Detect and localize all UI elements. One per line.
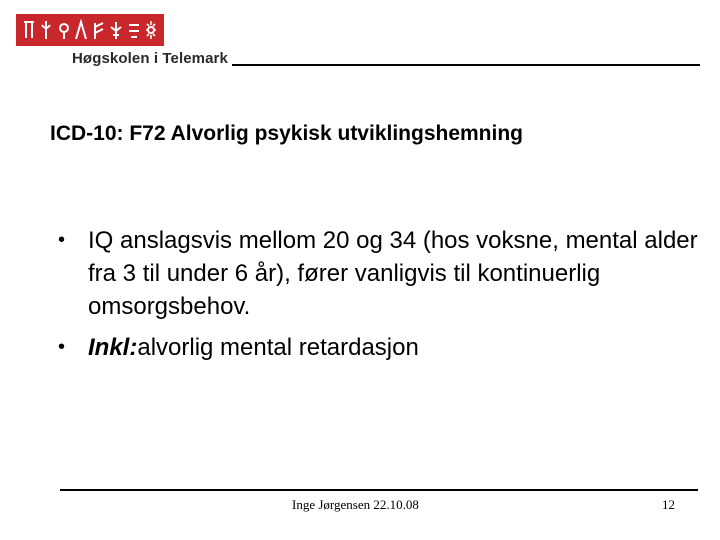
- runic-glyph-icon: [127, 19, 141, 41]
- runic-glyph-icon: [22, 19, 36, 41]
- organization-name: Høgskolen i Telemark: [72, 50, 228, 67]
- slide-title: ICD-10: F72 Alvorlig psykisk utviklingshemning: [50, 122, 524, 145]
- bullet-text: [88, 331, 698, 364]
- bullet-prefix: Inkl:: [88, 334, 138, 361]
- header-divider: [232, 64, 700, 66]
- bullet-text: IQ anslagsvis mellom 20 og 34 (hos voksne, mental alder fra 3 til under 6 år), fører vanligvis til kontinuerlig omsorgsbehov.: [88, 227, 698, 320]
- footer-divider: [60, 489, 698, 491]
- logo-icon: [16, 14, 164, 46]
- footer-author-date: Inge Jørgensen 22.10.08: [292, 497, 419, 512]
- bullet-marker: •: [58, 336, 66, 358]
- page-number: 12: [662, 497, 675, 512]
- list-item: [58, 224, 698, 323]
- runic-glyph-icon: [144, 19, 158, 41]
- bullet-marker: •: [58, 229, 66, 251]
- runic-glyph-icon: [74, 19, 88, 41]
- runic-glyph-icon: [109, 19, 123, 41]
- list-item: [58, 331, 698, 364]
- runic-glyph-icon: [39, 19, 53, 41]
- bullet-list: [58, 224, 698, 372]
- bullet-body: alvorlig mental retardasjon: [137, 334, 419, 361]
- runic-glyph-icon: [57, 19, 71, 41]
- runic-glyph-icon: [92, 19, 106, 41]
